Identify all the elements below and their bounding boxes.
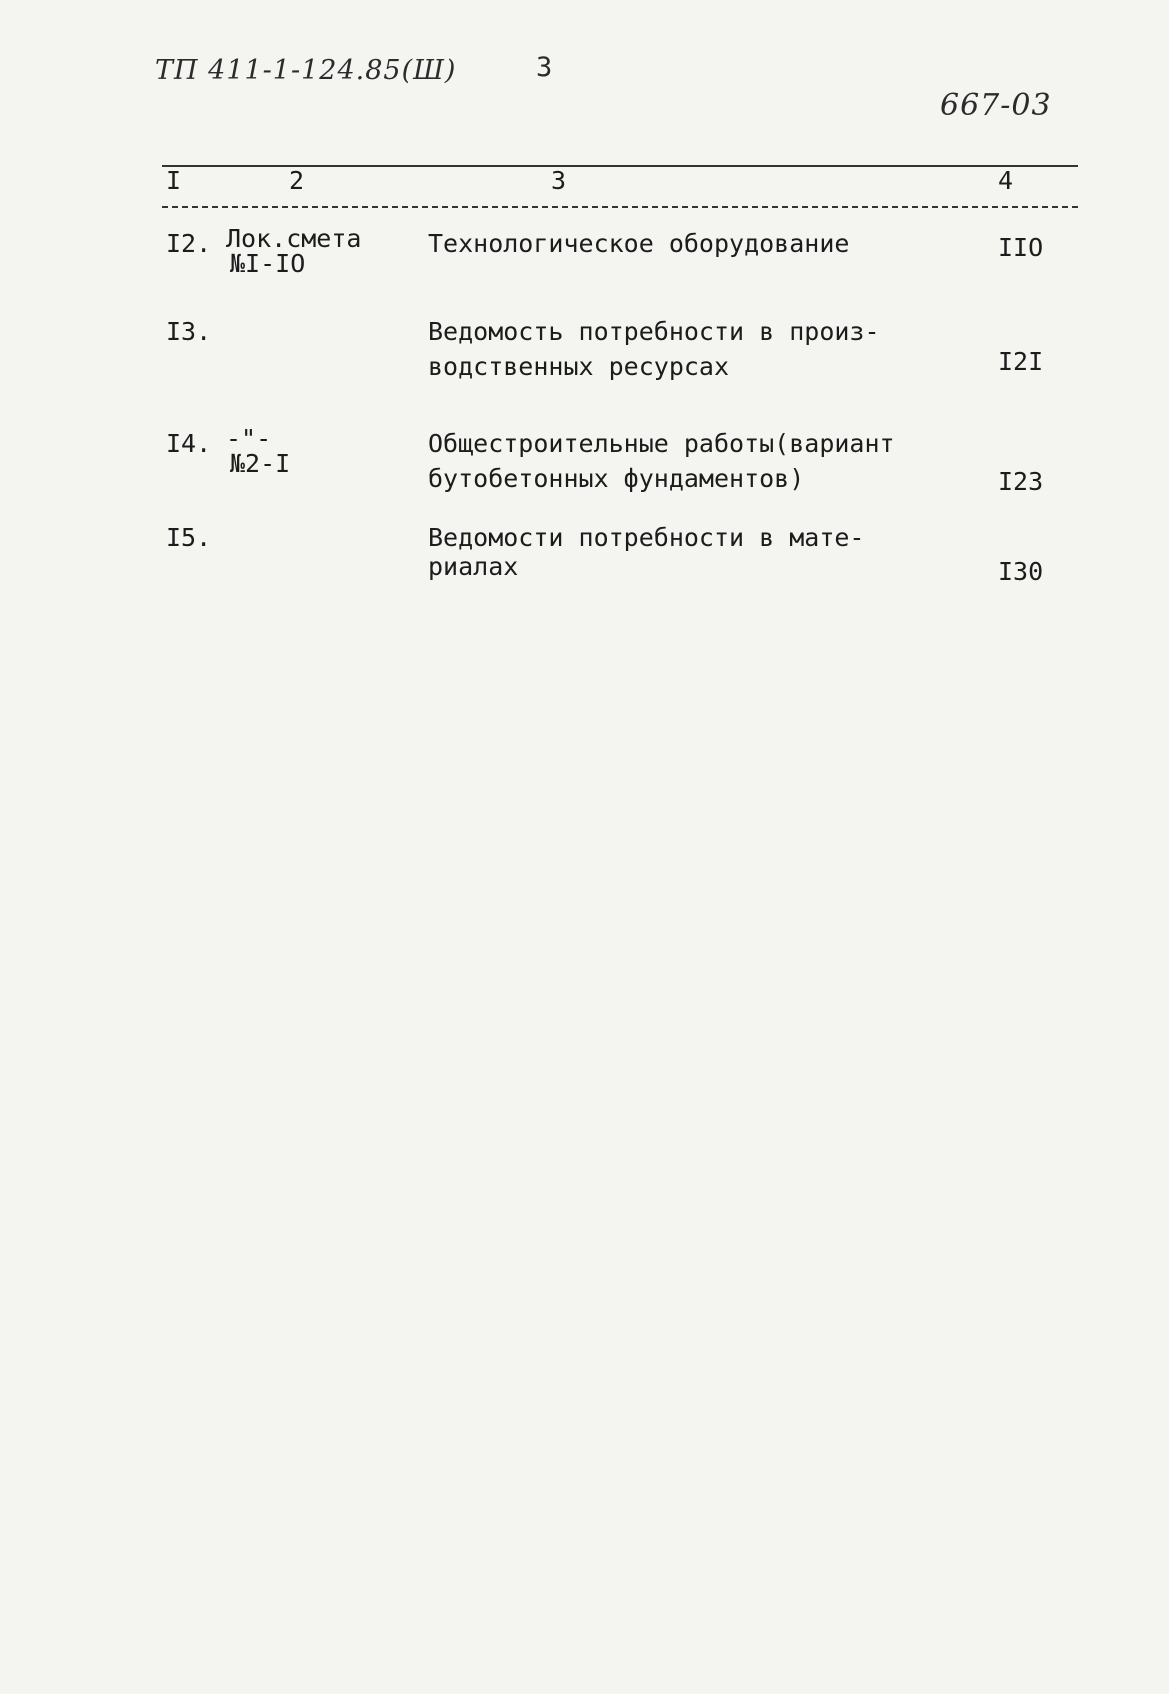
row-title	[428, 520, 928, 584]
title-line: Технологическое оборудование	[428, 229, 850, 258]
column-header-3: 3	[551, 166, 567, 195]
row-number: I2.	[166, 229, 212, 258]
sheet-code: 667-03	[940, 88, 1052, 123]
column-header-1: I	[166, 166, 182, 195]
row-title	[428, 314, 928, 384]
row-document	[226, 426, 290, 476]
table-header-rule	[162, 206, 1078, 208]
document-line: -"-	[226, 424, 272, 453]
row-number: I5.	[166, 523, 212, 552]
page-number: 3	[536, 52, 553, 83]
document-line: №I-IO	[230, 249, 306, 278]
row-document	[226, 226, 361, 276]
title-line: Ведомость потребности в произ-	[428, 317, 880, 346]
row-page: I2I	[998, 347, 1044, 376]
row-number: I4.	[166, 429, 212, 458]
row-number: I3.	[166, 317, 212, 346]
row-page: IIO	[998, 233, 1044, 262]
title-line: риалах	[428, 552, 519, 581]
title-line: Ведомости потребности в мате-	[428, 523, 865, 552]
row-title	[428, 226, 928, 261]
document-line: №2-I	[230, 449, 291, 478]
row-title	[428, 426, 928, 496]
row-page: I30	[998, 557, 1044, 586]
document-line: Лок.смета	[226, 224, 362, 253]
row-page: I23	[998, 467, 1044, 496]
column-header-2: 2	[289, 166, 305, 195]
title-line: бутобетонных фундаментов)	[428, 464, 805, 493]
column-header-4: 4	[998, 166, 1014, 195]
title-line: водственных ресурсах	[428, 352, 730, 381]
project-code: ТП 411-1-124.85(Ш)	[155, 55, 457, 86]
title-line: Общестроительные работы(вариант	[428, 429, 895, 458]
